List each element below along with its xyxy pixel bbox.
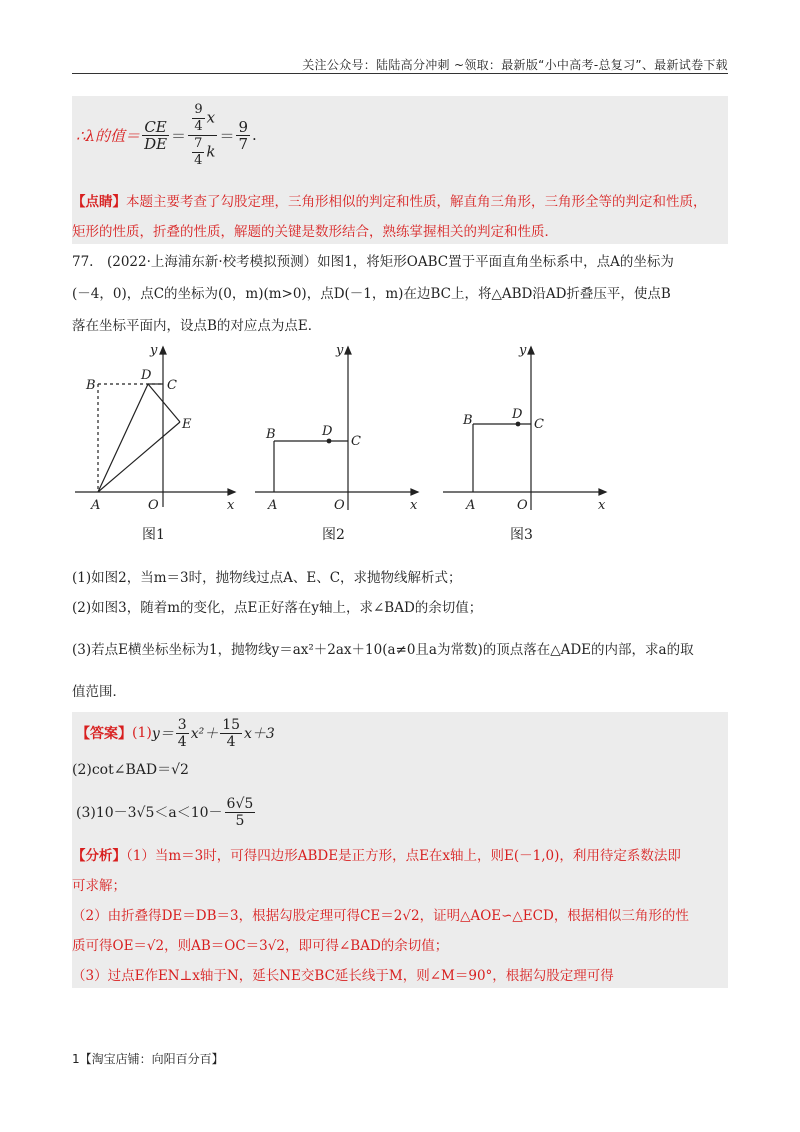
sub-question-3-cont: 值范围． (72, 684, 126, 700)
page-footer: 1【淘宝店铺：向阳百分百】 (72, 1052, 224, 1066)
fig2-label-O: O (334, 498, 345, 513)
figure-1 (70, 342, 245, 517)
sub-question-3: (3)若点E横坐标坐标为1，抛物线y＝ax²＋2ax＋10(a≠0且a为常数)的顶点落在△ADE的内部，求a的取 (72, 642, 694, 658)
lambda-prefix: ∴λ的值＝ (76, 126, 141, 145)
page-header: 关注公众号：陆陆高分冲刺 ~领取：最新版“小中高考-总复习”、最新试卷下载 (302, 58, 728, 72)
analysis-line-3: （2）由折叠得DE＝DB＝3，根据勾股定理可得CE＝2√2，证明△AOE∽△ECD，根据相似三角形的性 (72, 908, 689, 924)
fig2-label-D: D (322, 424, 333, 439)
fig1-label-x: x (227, 498, 235, 513)
answer-line-2: (2)cot∠BAD＝√2 (72, 762, 189, 778)
dianjing-line-1: 【点睛】本题主要考查了勾股定理，三角形相似的判定和性质，解直角三角形，三角形全等的判定和性质， (72, 194, 707, 210)
lambda-fraction: $\frac{CE}{DE}$ (144, 117, 168, 153)
fig1-label-O: O (148, 498, 159, 513)
compound-fraction: $\frac{9}{4}$ x $\frac{7}{4}$ k (188, 102, 217, 169)
sub-question-2: (2)如图3，随着m的变化，点E正好落在y轴上，求∠BAD的余切值； (72, 600, 483, 616)
fig3-label-A: A (466, 498, 476, 513)
fig1-label-A: A (91, 498, 101, 513)
fig1-label-y: y (150, 343, 158, 358)
fig1-label-C: C (167, 378, 177, 393)
fig2-label-x: x (410, 498, 418, 513)
question-line-1: 77. (2022·上海浦东新·校考模拟预测）如图1，将矩形OABC置于平面直角坐标系中，点A的坐标为 (72, 254, 674, 270)
fig3-label-C: C (534, 417, 544, 432)
fig1-caption: 图1 (142, 527, 165, 543)
fig3-label-x: x (598, 498, 606, 513)
fig2-label-C: C (351, 434, 361, 449)
fig3-label-y: y (519, 343, 527, 358)
fig3-caption: 图3 (510, 527, 533, 543)
fig1-label-D: D (141, 368, 152, 383)
analysis-line-4: 质可得OE＝√2，则AB＝OC＝3√2，即可得∠BAD的余切值； (72, 938, 449, 954)
fig2-label-A: A (268, 498, 278, 513)
lambda-formula: ∴λ的值＝ $\frac{CE}{DE}$ ＝ $\frac{9}{4}$ x $\frac{7}{4}$ k ＝ $\frac{9}{7}$ . (76, 101, 257, 168)
fig2-label-B: B (266, 427, 276, 442)
answer-line-3: (3)10－3√5＜a＜10－ $\frac{6√5}{5}$ (76, 795, 254, 829)
fig3-label-B: B (463, 413, 473, 428)
fig3-label-O: O (517, 498, 528, 513)
answer-line-1: 【答案】 (1) y＝ $\frac{3}{4}$ x²＋ $\frac{15}{4}$ x＋3 (76, 716, 275, 750)
analysis-line-5: （3）过点E作EN⊥x轴于N，延长NE交BC延长线于M，则∠M＝90°，根据勾股定理可得 (72, 968, 614, 984)
fig1-label-E: E (182, 417, 192, 432)
question-line-3: 落在坐标平面内，设点B的对应点为点E． (72, 318, 322, 334)
figure-2 (250, 342, 425, 517)
figure-3 (438, 342, 613, 517)
fig3-label-D: D (512, 407, 523, 422)
header-divider (72, 73, 728, 74)
dianjing-line-2: 矩形的性质，折叠的性质，解题的关键是数形结合，熟练掌握相关的判定和性质． (72, 224, 558, 240)
fig2-label-y: y (336, 343, 344, 358)
sub-question-1: (1)如图2，当m＝3时，抛物线过点A、E、C，求抛物线解析式； (72, 570, 462, 586)
result-fraction: $\frac{9}{7}$ (238, 117, 248, 153)
fig2-caption: 图2 (322, 527, 345, 543)
question-line-2: (－4，0)，点C的坐标为(0，m)(m>0)，点D(－1，m)在边BC上，将△ABD沿AD折叠压平，使点B (72, 286, 671, 302)
analysis-line-2: 可求解； (72, 878, 126, 894)
fig1-label-B: B (86, 378, 96, 393)
analysis-line-1: 【分析】（1）当m＝3时，可得四边形ABDE是正方形，点E在x轴上，则E(－1,0)，利用待定系数法即 (72, 848, 681, 864)
